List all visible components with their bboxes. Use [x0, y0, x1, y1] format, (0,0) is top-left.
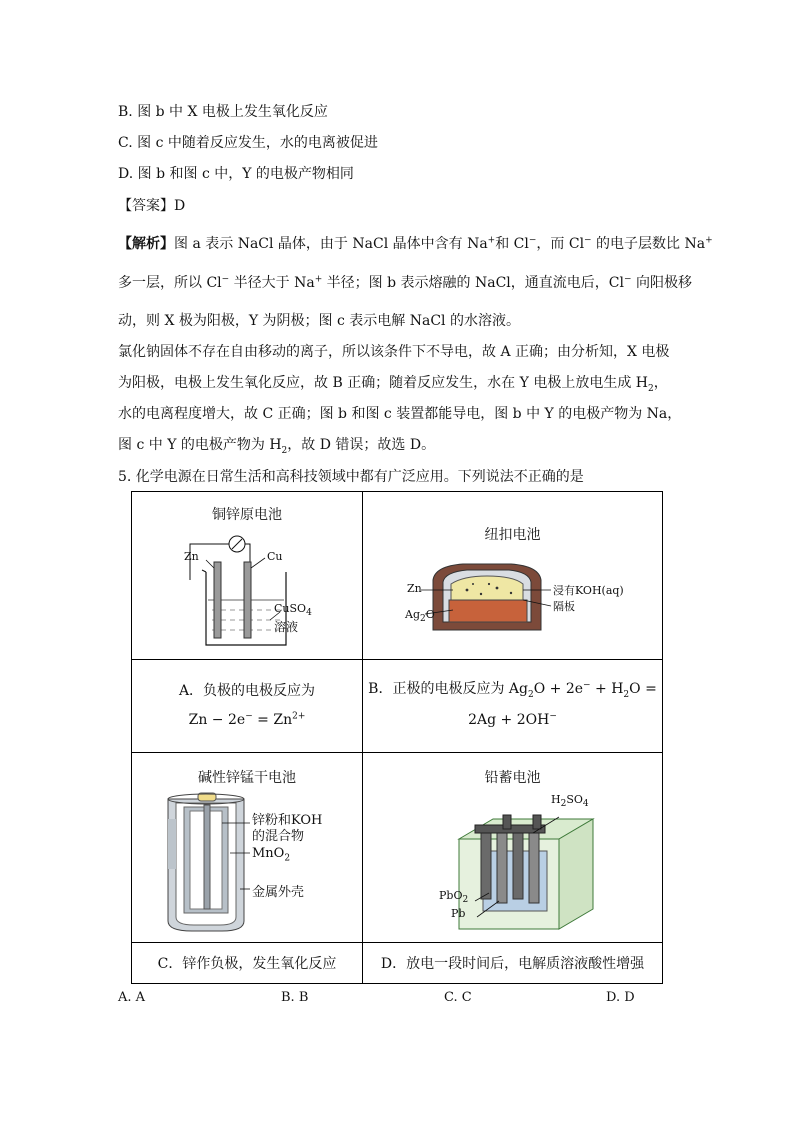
option-a-cell: [132, 660, 362, 752]
pbo2-label: PbO$_2$: [439, 889, 469, 906]
cell-button-cell: [363, 492, 662, 659]
option-c: C. 图 c 中随着反应发生，水的电离被促进: [118, 135, 378, 151]
option-a-text: A．负极的电极反应为: [178, 683, 316, 699]
analysis-line-2: 多一层，所以 Cl− 半径大于 Na+ 半径；图 b 表示熔融的 NaCl，通直流电后，Cl− 向阳极移: [118, 274, 692, 291]
option-b: B. 图 b 中 X 电极上发生氧化反应: [118, 104, 328, 120]
analysis-line-5: 为阳极，电极上发生氧化反应，故 B 正确；随着反应发生，水在 Y 电极上放电生成 $H_2$，: [118, 375, 668, 394]
mno2-label: MnO$_2$: [252, 846, 291, 864]
cu-zn-cell-diagram: [132, 520, 362, 660]
option-d-cell: [363, 943, 662, 983]
solution-label: 溶液: [274, 620, 299, 634]
ag2o-label: $Ag_2O$: [405, 608, 435, 625]
h2so4-label: $H_2SO_4$: [551, 793, 589, 810]
alkaline-battery-title: 碱性锌锰干电池: [198, 770, 296, 786]
choice-d[interactable]: D. D: [606, 990, 635, 1005]
option-b-equation: 2Ag + 2OH−: [468, 711, 557, 728]
lead-acid-diagram: [363, 789, 662, 939]
button-cell-title: 纽扣电池: [484, 527, 541, 543]
cu-electrode-label: Cu: [267, 550, 283, 563]
cell-alkaline-battery: [132, 753, 362, 942]
option-c-cell: [132, 943, 362, 983]
option-b-text: B．正极的电极反应为 $Ag_2O + 2e^- + H_2O$ =: [368, 680, 657, 700]
metal-shell-label: 金属外壳: [252, 885, 305, 900]
option-c-text: C．锌作负极，发生氧化反应: [157, 956, 337, 972]
cu-zn-title: 铜锌原电池: [212, 507, 282, 523]
zn-electrode-label: Zn: [184, 550, 199, 563]
koh-label: 浸有KOH(aq): [553, 584, 624, 597]
analysis-line-7: 图 c 中 Y 的电极产物为 $H_2$，故 D 错误；故选 D。: [118, 437, 436, 456]
alkaline-battery-diagram: [132, 789, 362, 939]
separator-label: 隔板: [553, 600, 575, 613]
cuso4-label: CuSO$_4$: [274, 602, 312, 619]
analysis-line-6: 水的电离程度增大，故 C 正确；图 b 和图 c 装置都能导电，图 b 中 Y 的电极产物为 Na，: [118, 406, 682, 422]
cell-cu-zn-cell: [132, 492, 362, 659]
option-d-text: D．放电一段时间后，电解质溶液酸性增强: [380, 956, 645, 972]
option-d: D. 图 b 和图 c 中，Y 的电极产物相同: [118, 166, 354, 182]
zn-label: Zn: [407, 582, 422, 595]
pb-label: Pb: [451, 907, 466, 920]
zinc-powder-label: 锌粉和KOH: [252, 813, 323, 828]
question-table: [131, 491, 663, 984]
lead-acid-title: 铅蓄电池: [484, 770, 541, 786]
mixture-label: 的混合物: [252, 829, 305, 844]
cell-lead-acid-battery: [363, 753, 662, 942]
choice-a[interactable]: A. A: [118, 990, 146, 1005]
choice-c[interactable]: C. C: [444, 990, 472, 1005]
answer: 【答案】D: [118, 198, 186, 214]
analysis-line-4: 氯化钠固体不存在自由移动的离子，所以该条件下不导电，故 A 正确；由分析知，X 电极: [118, 344, 670, 360]
button-cell-diagram: [363, 550, 662, 650]
analysis-line-3: 动，则 X 极为阳极，Y 为阴极；图 c 表示电解 NaCl 的水溶液。: [118, 313, 520, 329]
option-b-cell: [363, 660, 662, 752]
choice-b[interactable]: B. B: [281, 990, 309, 1005]
analysis-line-1: 【解析】图 a 表示 NaCl 晶体，由于 NaCl 晶体中含有 Na+和 Cl−，而 Cl− 的电子层数比 Na+: [118, 235, 713, 252]
option-a-equation: $Zn - 2e^- = Zn^{2+}$: [188, 711, 306, 728]
question-stem: 5. 化学电源在日常生活和高科技领域中都有广泛应用。下列说法不正确的是: [118, 469, 584, 485]
